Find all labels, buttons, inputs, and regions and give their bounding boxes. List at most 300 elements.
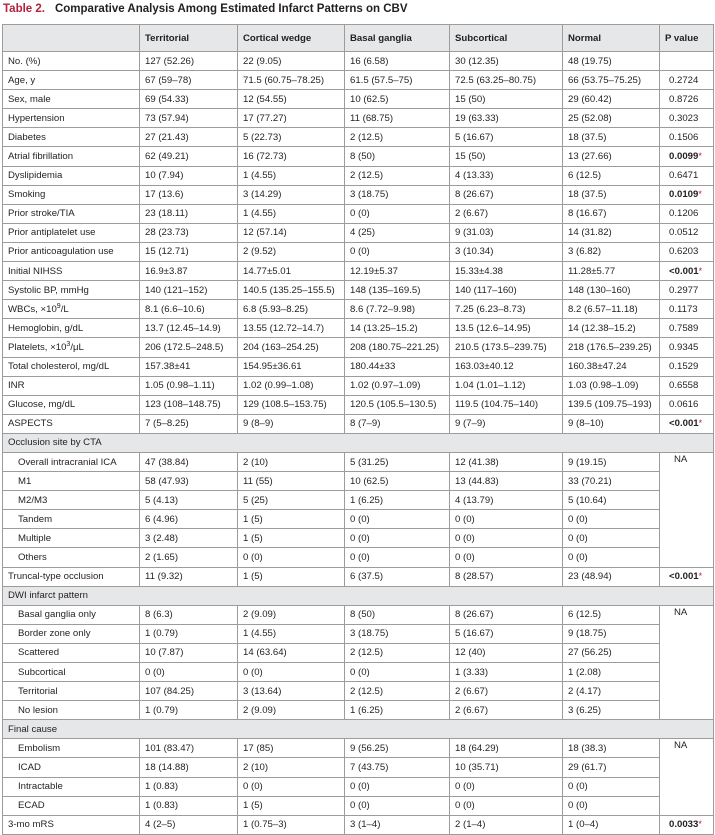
row-label-text: WBCs, ×10 [8, 303, 57, 315]
p-value-cell [660, 281, 714, 300]
table-cell: 15 (12.71) [140, 242, 238, 261]
table-cell: 18 (38.3) [563, 739, 660, 758]
table-cell: 19 (63.33) [450, 109, 563, 128]
table-row [3, 395, 714, 414]
row-label: Glucose, mg/dL [3, 395, 140, 414]
table-cell: 8.2 (6.57–11.18) [563, 300, 660, 319]
header-cell-territorial: Territorial [140, 25, 238, 52]
table-cell: 9 (7–9) [450, 414, 563, 433]
table-row [3, 242, 714, 261]
table-cell: 0 (0) [450, 777, 563, 796]
table-cell: 48 (19.75) [563, 52, 660, 71]
table-cell: 61.5 (57.5–75) [345, 71, 450, 90]
table-cell: 4 (25) [345, 223, 450, 242]
p-value-cell [660, 166, 714, 185]
p-value-text: <0.001 [669, 571, 699, 583]
row-label-unit: /L [60, 303, 69, 315]
row-label [3, 338, 140, 357]
table-cell: 0 (0) [345, 796, 450, 815]
table-cell: 8 (26.67) [450, 185, 563, 204]
p-value-cell [660, 567, 714, 586]
table-cell: 2 (6.67) [450, 701, 563, 720]
table-cell: 0 (0) [238, 663, 345, 682]
table-cell: 148 (130–160) [563, 281, 660, 300]
row-label: Truncal-type occlusion [3, 567, 140, 586]
table-cell: 2 (9.09) [238, 701, 345, 720]
table-row [3, 281, 714, 300]
table-cell: 1 (4.55) [238, 166, 345, 185]
table-caption-label: Table 2. [3, 3, 45, 15]
p-value-cell [660, 242, 714, 261]
table-cell: 10 (7.94) [140, 166, 238, 185]
row-label-exponent: 9 [56, 302, 61, 310]
table-cell: 7 (5–8.25) [140, 414, 238, 433]
p-value-cell [660, 223, 714, 242]
table-cell: 0 (0) [345, 548, 450, 567]
table-cell: 17 (13.6) [140, 185, 238, 204]
table-cell: 3 (10.34) [450, 242, 563, 261]
p-value-cell [660, 71, 714, 90]
row-label: Age, y [3, 71, 140, 90]
table-cell: 1 (4.55) [238, 624, 345, 643]
table-cell: 30 (12.35) [450, 52, 563, 71]
table-cell: 14.77±5.01 [238, 262, 345, 281]
table-row [3, 185, 714, 204]
row-label: Embolism [3, 739, 140, 758]
table-cell: 2 (12.5) [345, 166, 450, 185]
table-row [3, 682, 714, 701]
table-cell: 16 (72.73) [238, 147, 345, 166]
table-row [3, 510, 714, 529]
table-cell: 3 (6.82) [563, 242, 660, 261]
table-row [3, 796, 714, 815]
table-cell: 18 (14.88) [140, 758, 238, 777]
significance-marker: * [698, 571, 703, 582]
p-value-text: 0.1506 [669, 131, 699, 143]
p-value-text: 0.1206 [669, 208, 699, 220]
table-cell: 14 (13.25–15.2) [345, 319, 450, 338]
table-row [3, 357, 714, 376]
significance-marker: * [698, 819, 702, 830]
table-cell: 208 (180.75–221.25) [345, 338, 450, 357]
table-cell: 0 (0) [140, 663, 238, 682]
table-row [3, 758, 714, 777]
table-cell: 11 (55) [238, 472, 345, 491]
table-cell: 5 (10.64) [563, 491, 660, 510]
table-cell: 1.02 (0.99–1.08) [238, 376, 345, 395]
table-cell: 13 (27.66) [563, 147, 660, 166]
table-cell: 210.5 (173.5–239.75) [450, 338, 563, 357]
table-cell: 123 (108–148.75) [140, 395, 238, 414]
table-cell: 18 (64.29) [450, 739, 563, 758]
table-cell: 140 (117–160) [450, 281, 563, 300]
table-cell: 8 (50) [345, 147, 450, 166]
table-cell: 69 (54.33) [140, 90, 238, 109]
table-cell: 9 (8–9) [238, 414, 345, 433]
table-cell: 129 (108.5–153.75) [238, 395, 345, 414]
table-row [3, 90, 714, 109]
table-cell: 0 (0) [238, 548, 345, 567]
table-cell: 2 (12.5) [345, 643, 450, 662]
p-value-text: 0.1529 [669, 361, 699, 373]
table-cell: 1 (5) [238, 567, 345, 586]
table-row [3, 529, 714, 548]
table-cell: 2 (9.09) [238, 605, 345, 624]
row-label: ICAD [3, 758, 140, 777]
table-body [3, 52, 714, 835]
table-cell: 3 (1–4) [345, 815, 450, 834]
table-row [3, 548, 714, 567]
table-row [3, 71, 714, 90]
table-cell: 14 (63.64) [238, 643, 345, 662]
table-cell: 1 (0.83) [140, 796, 238, 815]
table-cell: 6 (12.5) [563, 605, 660, 624]
row-label: Multiple [3, 529, 140, 548]
row-label: Scattered [3, 643, 140, 662]
row-label: Smoking [3, 185, 140, 204]
table-cell: 9 (19.15) [563, 452, 660, 471]
table-cell: 9 (8–10) [563, 414, 660, 433]
table-cell: 33 (70.21) [563, 472, 660, 491]
table-cell: 2 (1.65) [140, 548, 238, 567]
row-label: Tandem [3, 510, 140, 529]
row-label: Dyslipidemia [3, 166, 140, 185]
table-cell: 1 (5) [238, 529, 345, 548]
table-cell: 13.55 (12.72–14.7) [238, 319, 345, 338]
table-cell: 120.5 (105.5–130.5) [345, 395, 450, 414]
table-row [3, 663, 714, 682]
table-cell: 16 (6.58) [345, 52, 450, 71]
p-value-text: 0.2724 [669, 74, 699, 86]
table-cell: 7 (43.75) [345, 758, 450, 777]
row-label: INR [3, 376, 140, 395]
table-cell: 218 (176.5–239.25) [563, 338, 660, 357]
p-value-text: 0.3023 [669, 112, 699, 124]
p-value-cell [660, 128, 714, 147]
table-cell: 9 (31.03) [450, 223, 563, 242]
table-cell: 9 (56.25) [345, 739, 450, 758]
p-value-cell: NA [660, 739, 714, 815]
table-cell: 0 (0) [450, 510, 563, 529]
p-value-cell [660, 395, 714, 414]
table-cell: 3 (6.25) [563, 701, 660, 720]
table-cell: 2 (4.17) [563, 682, 660, 701]
table-cell: 1 (0.83) [140, 777, 238, 796]
table-cell: 8 (26.67) [450, 605, 563, 624]
table-cell: 16.9±3.87 [140, 262, 238, 281]
table-cell: 148 (135–169.5) [345, 281, 450, 300]
table-cell: 0 (0) [450, 796, 563, 815]
table-cell: 18 (37.5) [563, 185, 660, 204]
p-value-text: 0.8726 [669, 93, 699, 105]
table-cell: 47 (38.84) [140, 452, 238, 471]
section-header-label: DWI infarct pattern [3, 586, 714, 605]
p-value-text: 0.6203 [669, 246, 699, 258]
table-cell: 6 (37.5) [345, 567, 450, 586]
table-cell: 154.95±36.61 [238, 357, 345, 376]
table-cell: 58 (47.93) [140, 472, 238, 491]
table-cell: 23 (48.94) [563, 567, 660, 586]
row-label: Total cholesterol, mg/dL [3, 357, 140, 376]
table-cell: 1 (5) [238, 796, 345, 815]
table-cell: 2 (6.67) [450, 682, 563, 701]
table-cell: 10 (62.5) [345, 472, 450, 491]
table-cell: 0 (0) [563, 777, 660, 796]
table-cell: 9 (18.75) [563, 624, 660, 643]
table-cell: 2 (10) [238, 452, 345, 471]
row-label: Prior antiplatelet use [3, 223, 140, 242]
table-cell: 1 (2.08) [563, 663, 660, 682]
table-row [3, 204, 714, 223]
table-row [3, 300, 714, 319]
table-cell: 8 (28.57) [450, 567, 563, 586]
p-value-cell [660, 52, 714, 71]
table-row [3, 376, 714, 395]
table-cell: 157.38±41 [140, 357, 238, 376]
table-row [3, 414, 714, 433]
table-cell: 107 (84.25) [140, 682, 238, 701]
table-cell: 2 (9.52) [238, 242, 345, 261]
table-cell: 206 (172.5–248.5) [140, 338, 238, 357]
table-cell: 1.03 (0.98–1.09) [563, 376, 660, 395]
table-cell: 1 (6.25) [345, 491, 450, 510]
table-cell: 1.04 (1.01–1.12) [450, 376, 563, 395]
row-label: Atrial fibrillation [3, 147, 140, 166]
table-cell: 6 (12.5) [563, 166, 660, 185]
p-value-cell [660, 319, 714, 338]
table-cell: 8 (6.3) [140, 605, 238, 624]
table-cell: 180.44±33 [345, 357, 450, 376]
table-cell: 4 (13.33) [450, 166, 563, 185]
table-row [3, 815, 714, 834]
table-row [3, 643, 714, 662]
p-value-cell [660, 414, 714, 433]
p-value-text: 0.6558 [669, 380, 699, 392]
row-label: Border zone only [3, 624, 140, 643]
table-cell: 12.19±5.37 [345, 262, 450, 281]
row-label: Sex, male [3, 90, 140, 109]
table-row [3, 109, 714, 128]
table-row [3, 128, 714, 147]
table-cell: 163.03±40.12 [450, 357, 563, 376]
table-row [3, 624, 714, 643]
table-row [3, 605, 714, 624]
table-row [3, 472, 714, 491]
significance-marker: * [698, 418, 703, 429]
table-cell: 17 (77.27) [238, 109, 345, 128]
header-cell-empty [3, 25, 140, 52]
header-cell-normal: Normal [563, 25, 660, 52]
table-cell: 0 (0) [345, 204, 450, 223]
table-cell: 29 (60.42) [563, 90, 660, 109]
row-label: Hemoglobin, g/dL [3, 319, 140, 338]
table-cell: 0 (0) [345, 777, 450, 796]
table-cell: 0 (0) [563, 529, 660, 548]
table-cell: 2 (6.67) [450, 204, 563, 223]
table-cell: 13.7 (12.45–14.9) [140, 319, 238, 338]
table-cell: 22 (9.05) [238, 52, 345, 71]
section-header-row [3, 433, 714, 452]
table-row [3, 701, 714, 720]
table-cell: 0 (0) [238, 777, 345, 796]
table-cell: 3 (14.29) [238, 185, 345, 204]
table-row [3, 452, 714, 471]
table-cell: 1.02 (0.97–1.09) [345, 376, 450, 395]
table-cell: 1 (0.75–3) [238, 815, 345, 834]
header-cell-p-value: P value [660, 25, 714, 52]
p-value-text: 0.0512 [669, 227, 699, 239]
table-row [3, 262, 714, 281]
table-cell: 119.5 (104.75–140) [450, 395, 563, 414]
table-cell: 10 (7.87) [140, 643, 238, 662]
table-cell: 5 (4.13) [140, 491, 238, 510]
table-cell: 27 (21.43) [140, 128, 238, 147]
table-cell: 0 (0) [450, 548, 563, 567]
p-value-cell [660, 338, 714, 357]
table-cell: 160.38±47.24 [563, 357, 660, 376]
table-cell: 11.28±5.77 [563, 262, 660, 281]
table-cell: 5 (22.73) [238, 128, 345, 147]
table-cell: 12 (54.55) [238, 90, 345, 109]
row-label-exponent: 3 [66, 340, 71, 348]
p-value-text: 0.1173 [669, 303, 698, 315]
table-cell: 5 (16.67) [450, 128, 563, 147]
table-cell: 17 (85) [238, 739, 345, 758]
table-cell: 2 (1–4) [450, 815, 563, 834]
table-cell: 72.5 (63.25–80.75) [450, 71, 563, 90]
table-cell: 25 (52.08) [563, 109, 660, 128]
table-cell: 4 (13.79) [450, 491, 563, 510]
table-cell: 28 (23.73) [140, 223, 238, 242]
table-cell: 14 (12.38–15.2) [563, 319, 660, 338]
table-cell: 140.5 (135.25–155.5) [238, 281, 345, 300]
table-caption [3, 3, 408, 15]
header-cell-subcortical: Subcortical [450, 25, 563, 52]
table-row [3, 223, 714, 242]
row-label: Territorial [3, 682, 140, 701]
significance-marker: * [698, 189, 702, 200]
table-cell: 8 (7–9) [345, 414, 450, 433]
row-label: Diabetes [3, 128, 140, 147]
table-cell: 0 (0) [563, 548, 660, 567]
table-cell: 18 (37.5) [563, 128, 660, 147]
table-cell: 1 (0.79) [140, 624, 238, 643]
table-cell: 1.05 (0.98–1.11) [140, 376, 238, 395]
table-cell: 0 (0) [345, 529, 450, 548]
table-cell: 0 (0) [450, 529, 563, 548]
table-cell: 0 (0) [563, 796, 660, 815]
table-cell: 67 (59–78) [140, 71, 238, 90]
table-cell: 127 (52.26) [140, 52, 238, 71]
row-label: Intractable [3, 777, 140, 796]
row-label: ECAD [3, 796, 140, 815]
p-value-cell [660, 185, 714, 204]
significance-marker: * [698, 265, 703, 276]
row-label: M1 [3, 472, 140, 491]
section-header-label: Final cause [3, 720, 714, 739]
p-value-text: <0.001 [669, 418, 699, 430]
table-cell: 139.5 (109.75–193) [563, 395, 660, 414]
table-caption-title: Comparative Analysis Among Estimated Infarct Patterns on CBV [54, 3, 408, 15]
row-label-unit: /μL [70, 341, 84, 353]
section-header-label: Occlusion site by CTA [3, 433, 714, 452]
table-cell: 3 (18.75) [345, 185, 450, 204]
row-label-text: Platelets, ×10 [8, 341, 67, 353]
table-row [3, 777, 714, 796]
table-cell: 66 (53.75–75.25) [563, 71, 660, 90]
table-cell: 12 (41.38) [450, 452, 563, 471]
table-cell: 101 (83.47) [140, 739, 238, 758]
row-label: Initial NIHSS [3, 262, 140, 281]
table-cell: 10 (62.5) [345, 90, 450, 109]
p-value-text: 0.9345 [669, 341, 699, 353]
table-cell: 13 (44.83) [450, 472, 563, 491]
table-cell: 8 (16.67) [563, 204, 660, 223]
p-value-text: <0.001 [669, 265, 699, 277]
table-cell: 6.8 (5.93–8.25) [238, 300, 345, 319]
p-value-cell: NA [660, 452, 714, 567]
p-value-text: 0.6471 [669, 170, 699, 182]
p-value-cell [660, 300, 714, 319]
table-cell: 29 (61.7) [563, 758, 660, 777]
table-cell: 15.33±4.38 [450, 262, 563, 281]
header-cell-basal-ganglia: Basal ganglia [345, 25, 450, 52]
table-cell: 1 (5) [238, 510, 345, 529]
row-label: Prior stroke/TIA [3, 204, 140, 223]
header-cell-cortical-wedge: Cortical wedge [238, 25, 345, 52]
row-label: Overall intracranial ICA [3, 452, 140, 471]
row-label: No lesion [3, 701, 140, 720]
p-value-text: 0.0616 [669, 399, 699, 411]
table-cell: 1 (3.33) [450, 663, 563, 682]
table-cell: 27 (56.25) [563, 643, 660, 662]
table-cell: 3 (18.75) [345, 624, 450, 643]
table-cell: 71.5 (60.75–78.25) [238, 71, 345, 90]
table-cell: 12 (40) [450, 643, 563, 662]
p-value-text: 0.0099 [669, 151, 699, 163]
table-cell: 3 (13.64) [238, 682, 345, 701]
table-cell: 7.25 (6.23–8.73) [450, 300, 563, 319]
table-row [3, 338, 714, 357]
table-cell: 2 (12.5) [345, 128, 450, 147]
section-header-row [3, 720, 714, 739]
p-value-text: 0.0033 [669, 819, 699, 831]
p-value-cell [660, 262, 714, 281]
row-label: Subcortical [3, 663, 140, 682]
row-label: No. (%) [3, 52, 140, 71]
table-cell: 14 (31.82) [563, 223, 660, 242]
p-value-text: 0.7589 [669, 322, 699, 334]
table-cell: 11 (68.75) [345, 109, 450, 128]
p-value-text: 0.2977 [669, 284, 699, 296]
table-cell: 0 (0) [563, 510, 660, 529]
significance-marker: * [698, 151, 702, 162]
table-cell: 13.5 (12.6–14.95) [450, 319, 563, 338]
table-row [3, 567, 714, 586]
table-cell: 73 (57.94) [140, 109, 238, 128]
table-cell: 0 (0) [345, 242, 450, 261]
p-value-cell [660, 109, 714, 128]
table-row [3, 319, 714, 338]
table-cell: 2 (10) [238, 758, 345, 777]
table-cell: 1 (6.25) [345, 701, 450, 720]
table-cell: 15 (50) [450, 147, 563, 166]
p-value-cell [660, 90, 714, 109]
table-cell: 0 (0) [345, 510, 450, 529]
table-cell: 2 (12.5) [345, 682, 450, 701]
p-value-cell [660, 204, 714, 223]
row-label: Hypertension [3, 109, 140, 128]
